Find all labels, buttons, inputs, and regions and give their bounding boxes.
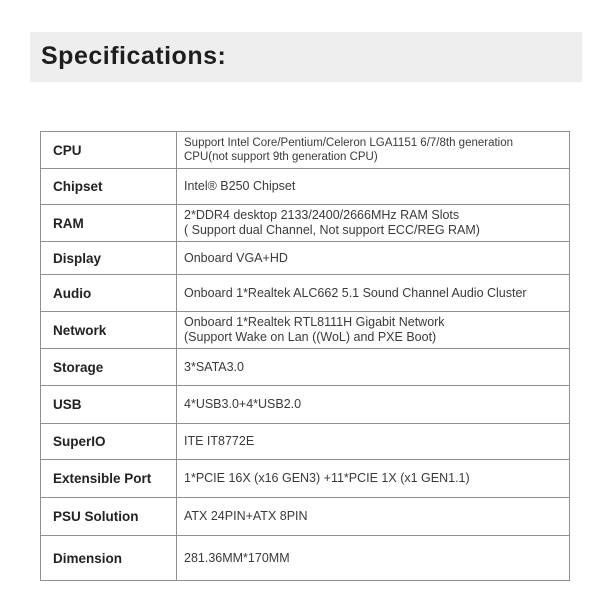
spec-row-ram [41,205,570,242]
spec-label: Audio [41,275,177,312]
spec-value [177,275,570,312]
spec-row-cpu [41,132,570,169]
spec-value [177,132,570,169]
spec-label: PSU Solution [41,498,177,536]
spec-value-line: 1*PCIE 16X (x16 GEN3) +11*PCIE 1X (x1 GEN1.1) [184,471,470,485]
spec-value-line: ITE IT8772E [184,434,255,448]
spec-value [177,242,570,275]
specifications-table [40,131,570,581]
spec-row-network [41,312,570,349]
spec-value [177,312,570,349]
spec-value [177,498,570,536]
spec-value-line: ( Support dual Channel, Not support ECC/REG RAM) [184,223,480,237]
page-title: Specifications: [41,42,227,70]
spec-value-line: ATX 24PIN+ATX 8PIN [184,509,308,523]
spec-value-line: 3*SATA3.0 [184,359,244,374]
spec-value [177,205,570,242]
spec-value-line: Onboard 1*Realtek ALC662 5.1 Sound Channel Audio Cluster [184,285,527,300]
spec-row-extensible-port [41,460,570,498]
spec-value-line: (Support Wake on Lan ((WoL) and PXE Boot) [184,330,437,344]
spec-row-display [41,242,570,275]
spec-row-storage [41,349,570,386]
spec-value [177,424,570,460]
spec-label: Extensible Port [41,460,177,498]
spec-row-psu-solution [41,498,570,536]
header-band [30,32,582,82]
spec-label: Network [41,312,177,349]
spec-row-dimension [41,536,570,581]
spec-value [177,349,570,386]
spec-row-chipset [41,169,570,205]
spec-value-line: CPU(not support 9th generation CPU) [184,151,378,163]
spec-label: CPU [41,132,177,169]
spec-value-line: 2*DDR4 desktop 2133/2400/2666MHz RAM Slots [184,208,460,222]
spec-label: Dimension [41,536,177,581]
spec-label: SuperIO [41,424,177,460]
spec-row-superio [41,424,570,460]
spec-value-line: Onboard VGA+HD [184,250,288,265]
spec-value [177,386,570,424]
spec-value-line: Onboard 1*Realtek RTL8111H Gigabit Network [184,315,445,329]
spec-value-line: Intel® B250 Chipset [184,179,296,193]
spec-row-usb [41,386,570,424]
spec-value-line: 281.36MM*170MM [184,550,290,565]
spec-row-audio [41,275,570,312]
spec-value-line: 4*USB3.0+4*USB2.0 [184,397,302,411]
spec-label: Storage [41,349,177,386]
spec-label: RAM [41,205,177,242]
spec-label: USB [41,386,177,424]
spec-value [177,460,570,498]
spec-value [177,536,570,581]
spec-value-line: Support Intel Core/Pentium/Celeron LGA1151 6/7/8th generation [184,137,514,149]
spec-label: Chipset [41,169,177,205]
spec-label: Display [41,242,177,275]
spec-value [177,169,570,205]
